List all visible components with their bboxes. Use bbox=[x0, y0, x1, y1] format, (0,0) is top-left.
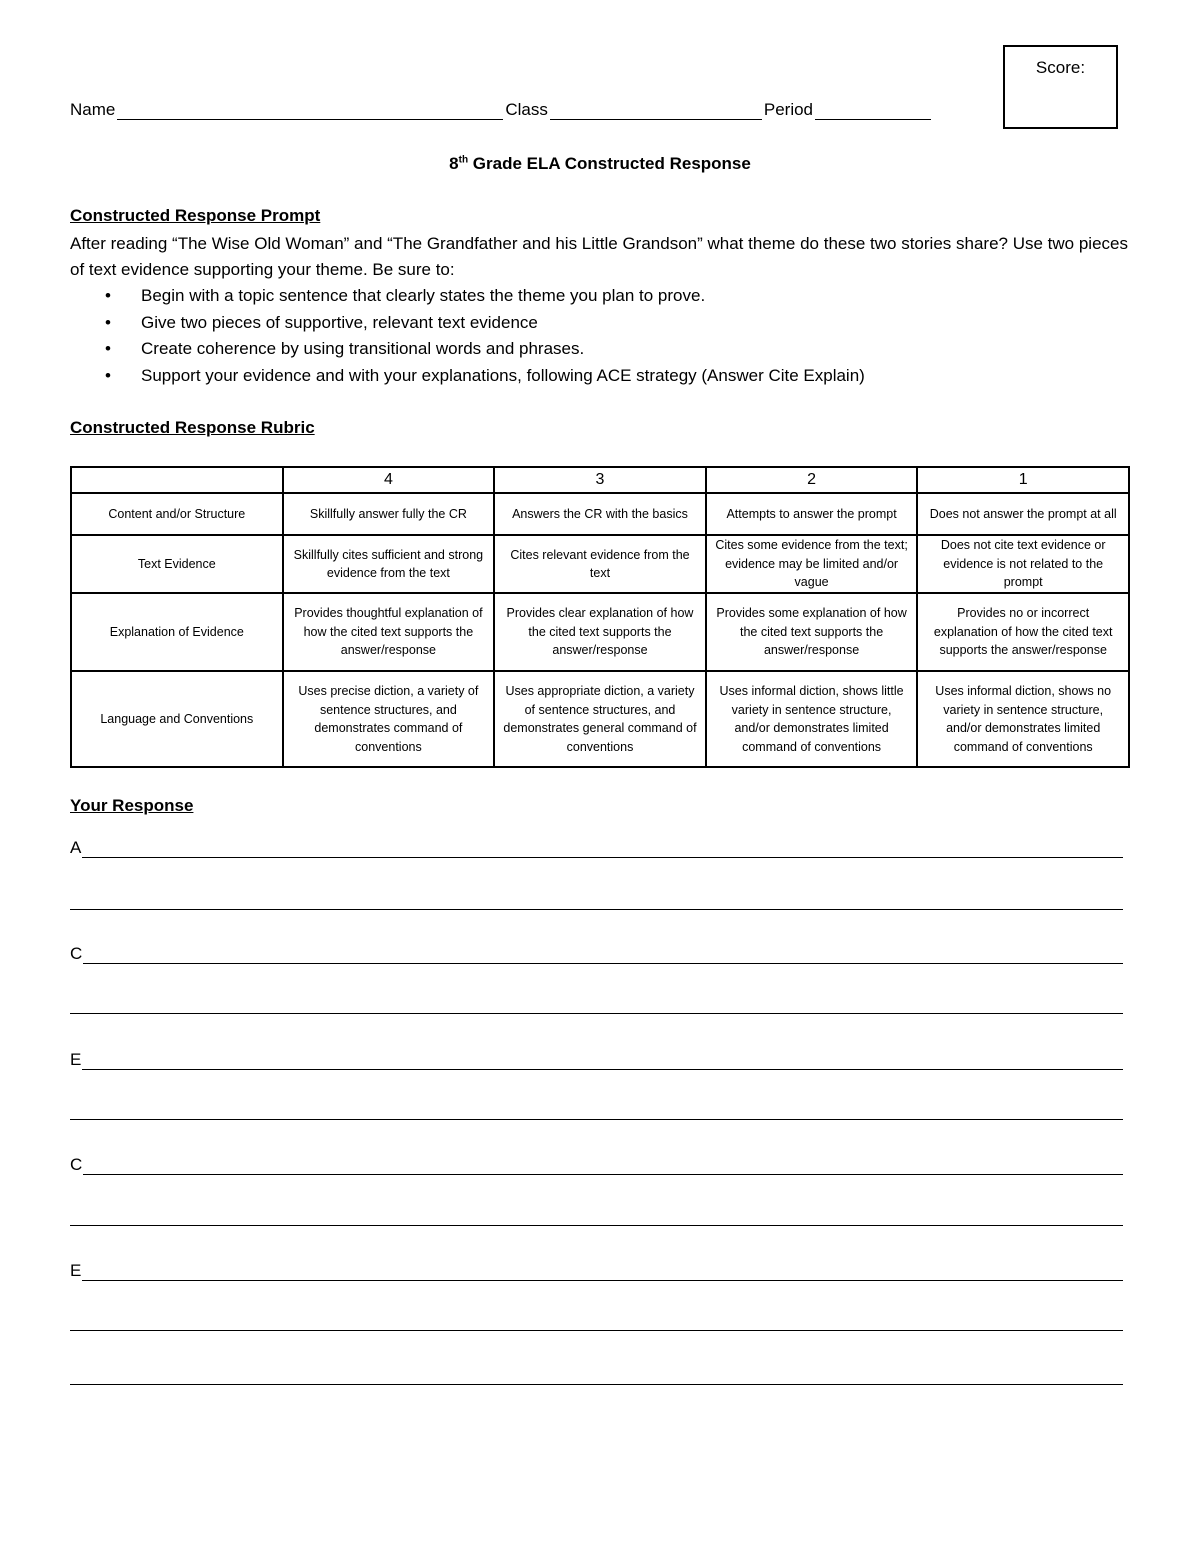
table-cell: Uses appropriate diction, a variety of sentence structures, and demonstrates general command of conventions bbox=[494, 671, 706, 767]
response-line-e[interactable] bbox=[70, 1050, 1123, 1070]
bullet-text: Begin with a topic sentence that clearly states the theme you plan to prove. bbox=[141, 286, 706, 305]
writing-line[interactable] bbox=[83, 947, 1123, 964]
class-blank[interactable] bbox=[550, 101, 762, 120]
table-cell: Provides no or incorrect explanation of how the cited text supports the answer/response bbox=[917, 593, 1129, 671]
response-line[interactable] bbox=[70, 1314, 1123, 1331]
title-text: Grade ELA Constructed Response bbox=[468, 154, 751, 173]
bullet-text: Support your evidence and with your explanations, following ACE strategy (Answer Cite Explain) bbox=[141, 365, 865, 385]
response-letter: E bbox=[70, 1050, 82, 1069]
writing-line[interactable] bbox=[82, 841, 1123, 858]
name-blank[interactable] bbox=[117, 101, 503, 120]
bullet-dot: • bbox=[105, 312, 111, 332]
response-line-c[interactable] bbox=[70, 1155, 1123, 1175]
response-letter: A bbox=[70, 838, 82, 857]
writing-line[interactable] bbox=[70, 997, 1123, 1014]
criterion-cell: Text Evidence bbox=[71, 535, 283, 593]
list-item bbox=[70, 283, 865, 310]
name-label: Name bbox=[70, 100, 116, 119]
table-cell: Cites relevant evidence from the text bbox=[494, 535, 706, 593]
response-letter: E bbox=[70, 1261, 82, 1280]
writing-line[interactable] bbox=[70, 893, 1123, 910]
title-grade-number: 8 bbox=[449, 154, 459, 173]
table-row bbox=[71, 493, 1129, 535]
writing-line[interactable] bbox=[70, 1314, 1123, 1331]
criterion-cell: Explanation of Evidence bbox=[71, 593, 283, 671]
table-cell: Uses informal diction, shows little variety in sentence structure, and/or demonstrates limited command of conventions bbox=[706, 671, 918, 767]
table-cell: Provides some explanation of how the cited text supports the answer/response bbox=[706, 593, 918, 671]
student-info-line bbox=[70, 100, 933, 120]
criterion-cell: Content and/or Structure bbox=[71, 493, 283, 535]
class-label: Class bbox=[505, 100, 548, 119]
bullet-text: Create coherence by using transitional words and phrases. bbox=[141, 339, 585, 358]
table-cell: Does not cite text evidence or evidence is not related to the prompt bbox=[917, 535, 1129, 593]
table-cell: Provides clear explanation of how the cited text supports the answer/response bbox=[494, 593, 706, 671]
response-letter: C bbox=[70, 1155, 83, 1174]
table-row bbox=[71, 535, 1129, 593]
prompt-heading: Constructed Response Prompt bbox=[70, 206, 321, 225]
score-box[interactable] bbox=[1003, 45, 1118, 129]
bullet-dot: • bbox=[105, 365, 111, 385]
response-line-e[interactable] bbox=[70, 1261, 1123, 1281]
table-row bbox=[71, 593, 1129, 671]
writing-line[interactable] bbox=[83, 1158, 1123, 1175]
header-cell: 2 bbox=[706, 467, 918, 493]
table-cell: Cites some evidence from the text; evidence may be limited and/or vague bbox=[706, 535, 918, 593]
response-line[interactable] bbox=[70, 893, 1123, 910]
response-line-c[interactable] bbox=[70, 944, 1123, 964]
header-cell bbox=[71, 467, 283, 493]
response-line-a[interactable] bbox=[70, 838, 1123, 858]
table-header-row bbox=[71, 467, 1129, 493]
table-cell: Does not answer the prompt at all bbox=[917, 493, 1129, 535]
table-cell: Uses informal diction, shows no variety in sentence structure, and/or demonstrates limited command of conventions bbox=[917, 671, 1129, 767]
table-cell: Attempts to answer the prompt bbox=[706, 493, 918, 535]
criterion-cell: Language and Conventions bbox=[71, 671, 283, 767]
response-letter: C bbox=[70, 944, 83, 963]
rubric-heading: Constructed Response Rubric bbox=[70, 418, 315, 437]
writing-line[interactable] bbox=[70, 1209, 1123, 1226]
bullet-dot: • bbox=[105, 286, 111, 305]
period-label: Period bbox=[763, 100, 814, 119]
list-item bbox=[70, 363, 865, 390]
writing-line[interactable] bbox=[70, 1368, 1123, 1385]
response-line[interactable] bbox=[70, 997, 1123, 1014]
writing-line[interactable] bbox=[82, 1264, 1123, 1281]
prompt-bullet-list bbox=[70, 283, 865, 389]
period-blank[interactable] bbox=[815, 101, 931, 120]
table-cell: Skillfully answer fully the CR bbox=[283, 493, 495, 535]
response-line[interactable] bbox=[70, 1103, 1123, 1120]
writing-line[interactable] bbox=[70, 1103, 1123, 1120]
response-heading: Your Response bbox=[70, 796, 194, 815]
writing-line[interactable] bbox=[82, 1053, 1123, 1070]
header-cell: 4 bbox=[283, 467, 495, 493]
rubric-table bbox=[70, 466, 1130, 768]
bullet-dot: • bbox=[105, 339, 111, 358]
list-item bbox=[70, 336, 865, 363]
response-line[interactable] bbox=[70, 1368, 1123, 1385]
page-title bbox=[0, 154, 1200, 174]
table-row bbox=[71, 671, 1129, 767]
bullet-text: Give two pieces of supportive, relevant text evidence bbox=[141, 312, 538, 332]
prompt-text: After reading “The Wise Old Woman” and “The Grandfather and his Little Grandson” what theme do these two stories share? Use two pieces of text evidence supporting your theme. Be sure to: bbox=[70, 234, 1128, 279]
header-cell: 3 bbox=[494, 467, 706, 493]
list-item bbox=[70, 310, 865, 337]
table-cell: Answers the CR with the basics bbox=[494, 493, 706, 535]
title-grade-suffix: th bbox=[458, 154, 469, 166]
table-cell: Provides thoughtful explanation of how the cited text supports the answer/response bbox=[283, 593, 495, 671]
header-cell: 1 bbox=[917, 467, 1129, 493]
table-cell: Uses precise diction, a variety of sentence structures, and demonstrates command of conventions bbox=[283, 671, 495, 767]
score-label: Score: bbox=[1035, 58, 1086, 77]
table-cell: Skillfully cites sufficient and strong evidence from the text bbox=[283, 535, 495, 593]
response-line[interactable] bbox=[70, 1209, 1123, 1226]
